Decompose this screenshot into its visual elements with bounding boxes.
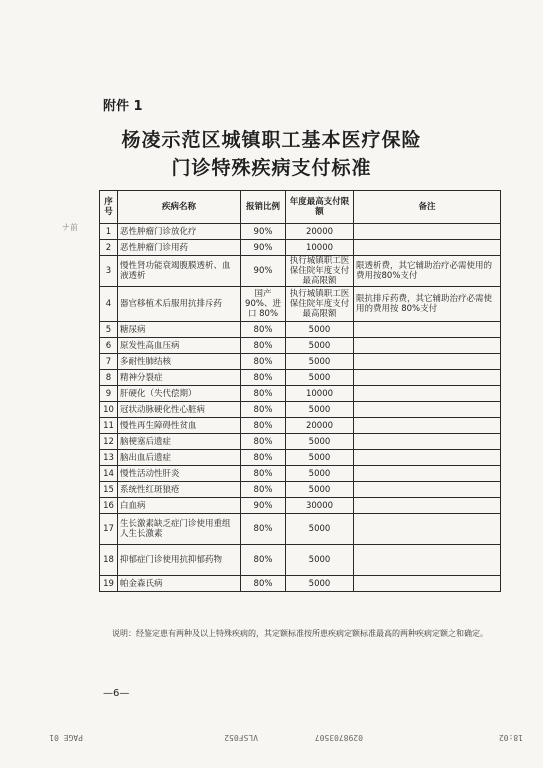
reimbursement-ratio: 80% bbox=[241, 576, 286, 592]
table-header-row bbox=[100, 191, 501, 224]
header-disease: 疾病名称 bbox=[118, 191, 241, 224]
disease-name: 脑梗塞后遗症 bbox=[118, 434, 241, 450]
header-limit: 年度最高支付限额 bbox=[286, 191, 354, 224]
annual-limit: 30000 bbox=[286, 498, 354, 514]
row-note bbox=[354, 402, 501, 418]
annual-limit: 5000 bbox=[286, 466, 354, 482]
table-row bbox=[100, 466, 501, 482]
annual-limit: 5000 bbox=[286, 482, 354, 498]
disease-name: 抑郁症门诊使用抗抑郁药物 bbox=[118, 545, 241, 576]
attachment-label: 附件 1 bbox=[103, 99, 143, 114]
row-note bbox=[354, 386, 501, 402]
row-note bbox=[354, 576, 501, 592]
reimbursement-ratio: 80% bbox=[241, 386, 286, 402]
row-note bbox=[354, 514, 501, 545]
row-number: 18 bbox=[100, 545, 118, 576]
disease-name: 器官移植术后服用抗排斥药 bbox=[118, 287, 241, 322]
reimbursement-ratio: 80% bbox=[241, 434, 286, 450]
annual-limit: 5000 bbox=[286, 450, 354, 466]
reimbursement-ratio: 80% bbox=[241, 466, 286, 482]
footnote: 说明：经鉴定患有两种及以上特殊疾病的，其定额标准按所患疾病定额标准最高的两种疾病定额之和确定。 bbox=[112, 629, 488, 638]
row-number: 11 bbox=[100, 418, 118, 434]
disease-name: 肝硬化（失代偿期） bbox=[118, 386, 241, 402]
table-row bbox=[100, 240, 501, 256]
row-number: 1 bbox=[100, 224, 118, 240]
row-note bbox=[354, 434, 501, 450]
document-title-line2: 门诊特殊疾病支付标准 bbox=[171, 157, 372, 179]
table-row bbox=[100, 256, 501, 287]
row-number: 12 bbox=[100, 434, 118, 450]
table-row bbox=[100, 514, 501, 545]
row-number: 19 bbox=[100, 576, 118, 592]
table-row bbox=[100, 224, 501, 240]
disease-name: 原发性高血压病 bbox=[118, 338, 241, 354]
table-row bbox=[100, 450, 501, 466]
annual-limit: 执行城镇职工医保住院年度支付最高限额 bbox=[286, 256, 354, 287]
row-number: 5 bbox=[100, 322, 118, 338]
disease-name: 慢性肾功能衰竭腹膜透析、血液透析 bbox=[118, 256, 241, 287]
disease-name: 慢性再生障碍性贫血 bbox=[118, 418, 241, 434]
disease-name: 冠状动脉硬化性心脏病 bbox=[118, 402, 241, 418]
annual-limit: 5000 bbox=[286, 434, 354, 450]
disease-name: 糖尿病 bbox=[118, 322, 241, 338]
table-row bbox=[100, 418, 501, 434]
fax-code: VLSF052 bbox=[224, 733, 258, 742]
annual-limit: 5000 bbox=[286, 354, 354, 370]
row-number: 6 bbox=[100, 338, 118, 354]
row-number: 3 bbox=[100, 256, 118, 287]
header-note: 备注 bbox=[354, 191, 501, 224]
row-note bbox=[354, 370, 501, 386]
disease-name: 生长激素缺乏症门诊使用重组人生长激素 bbox=[118, 514, 241, 545]
table-row bbox=[100, 386, 501, 402]
row-number: 15 bbox=[100, 482, 118, 498]
table-row bbox=[100, 498, 501, 514]
table-row bbox=[100, 545, 501, 576]
row-note bbox=[354, 466, 501, 482]
row-number: 2 bbox=[100, 240, 118, 256]
annual-limit: 5000 bbox=[286, 402, 354, 418]
row-number: 16 bbox=[100, 498, 118, 514]
annual-limit: 10000 bbox=[286, 240, 354, 256]
disease-name: 帕金森氏病 bbox=[118, 576, 241, 592]
disease-name: 精神分裂症 bbox=[118, 370, 241, 386]
payment-standard-table bbox=[99, 190, 501, 592]
disease-name: 慢性活动性肝炎 bbox=[118, 466, 241, 482]
row-number: 17 bbox=[100, 514, 118, 545]
fax-phone: 0298703507 bbox=[314, 733, 363, 742]
annual-limit: 5000 bbox=[286, 514, 354, 545]
disease-name: 恶性肿瘤门诊放化疗 bbox=[118, 224, 241, 240]
row-note bbox=[354, 450, 501, 466]
row-number: 7 bbox=[100, 354, 118, 370]
table-row bbox=[100, 370, 501, 386]
table-row bbox=[100, 576, 501, 592]
row-number: 9 bbox=[100, 386, 118, 402]
table-row bbox=[100, 338, 501, 354]
disease-name: 白血病 bbox=[118, 498, 241, 514]
header-ratio: 报销比例 bbox=[241, 191, 286, 224]
row-number: 13 bbox=[100, 450, 118, 466]
document-title-line1: 杨凌示范区城镇职工基本医疗保险 bbox=[121, 129, 422, 151]
annual-limit: 5000 bbox=[286, 322, 354, 338]
table-row bbox=[100, 434, 501, 450]
table-row bbox=[100, 482, 501, 498]
table-row bbox=[100, 287, 501, 322]
reimbursement-ratio: 80% bbox=[241, 482, 286, 498]
row-note bbox=[354, 240, 501, 256]
reimbursement-ratio: 80% bbox=[241, 402, 286, 418]
disease-name: 多耐性肺结核 bbox=[118, 354, 241, 370]
reimbursement-ratio: 80% bbox=[241, 354, 286, 370]
annual-limit: 5000 bbox=[286, 576, 354, 592]
row-note: 限抗排斥药费，其它辅助治疗必需使用的费用按 80%支付 bbox=[354, 287, 501, 322]
margin-handwriting: ナ前 bbox=[62, 223, 78, 232]
reimbursement-ratio: 80% bbox=[241, 370, 286, 386]
table-row bbox=[100, 322, 501, 338]
reimbursement-ratio: 90% bbox=[241, 224, 286, 240]
reimbursement-ratio: 80% bbox=[241, 322, 286, 338]
row-note bbox=[354, 354, 501, 370]
reimbursement-ratio: 国产 90%、进口 80% bbox=[241, 287, 286, 322]
reimbursement-ratio: 80% bbox=[241, 418, 286, 434]
annual-limit: 10000 bbox=[286, 386, 354, 402]
reimbursement-ratio: 90% bbox=[241, 498, 286, 514]
annual-limit: 5000 bbox=[286, 370, 354, 386]
reimbursement-ratio: 80% bbox=[241, 338, 286, 354]
header-no: 序号 bbox=[100, 191, 118, 224]
row-number: 14 bbox=[100, 466, 118, 482]
reimbursement-ratio: 90% bbox=[241, 256, 286, 287]
table-row bbox=[100, 354, 501, 370]
annual-limit: 执行城镇职工医保住院年度支付最高限额 bbox=[286, 287, 354, 322]
row-note bbox=[354, 545, 501, 576]
disease-name: 脑出血后遗症 bbox=[118, 450, 241, 466]
annual-limit: 5000 bbox=[286, 545, 354, 576]
fax-time: 18:02 bbox=[498, 733, 523, 742]
reimbursement-ratio: 90% bbox=[241, 240, 286, 256]
annual-limit: 20000 bbox=[286, 224, 354, 240]
row-number: 10 bbox=[100, 402, 118, 418]
reimbursement-ratio: 80% bbox=[241, 545, 286, 576]
fax-page: PAGE 01 bbox=[49, 733, 83, 742]
disease-name: 系统性红斑狼疮 bbox=[118, 482, 241, 498]
row-note bbox=[354, 224, 501, 240]
row-note bbox=[354, 482, 501, 498]
row-note bbox=[354, 338, 501, 354]
reimbursement-ratio: 80% bbox=[241, 514, 286, 545]
row-note: 限透析费，其它辅助治疗必需使用的费用按80%支付 bbox=[354, 256, 501, 287]
annual-limit: 5000 bbox=[286, 338, 354, 354]
row-note bbox=[354, 418, 501, 434]
row-note bbox=[354, 498, 501, 514]
row-note bbox=[354, 322, 501, 338]
reimbursement-ratio: 80% bbox=[241, 450, 286, 466]
table-body bbox=[100, 224, 501, 592]
row-number: 4 bbox=[100, 287, 118, 322]
row-number: 8 bbox=[100, 370, 118, 386]
table-row bbox=[100, 402, 501, 418]
annual-limit: 20000 bbox=[286, 418, 354, 434]
disease-name: 恶性肿瘤门诊用药 bbox=[118, 240, 241, 256]
page-number: —6— bbox=[103, 688, 130, 699]
